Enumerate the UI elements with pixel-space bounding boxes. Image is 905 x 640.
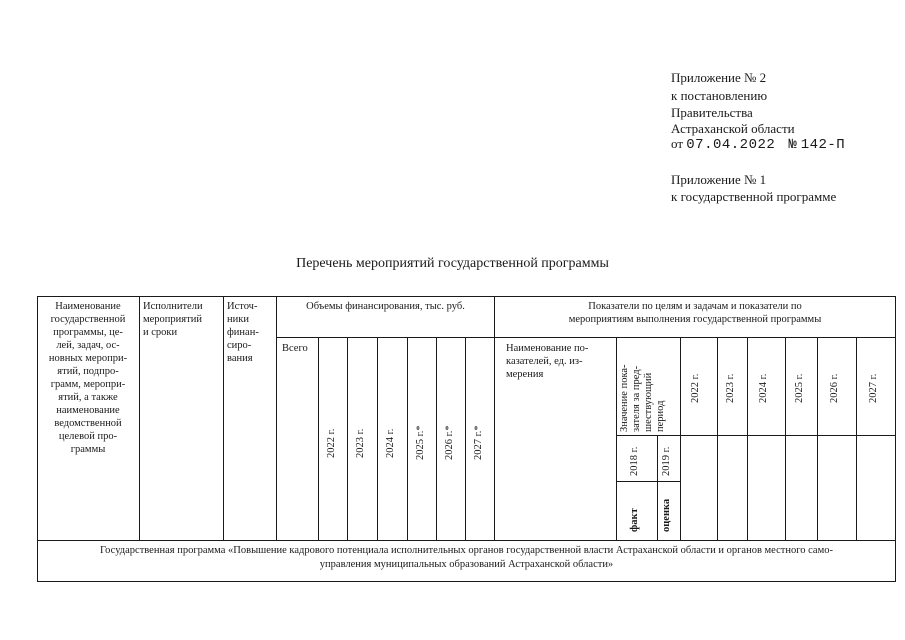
- indicator-year-2025: 2025 г.: [794, 373, 805, 403]
- indicator-year-2027: 2027 г.: [868, 373, 879, 403]
- indicator-year-2026: 2026 г.: [829, 373, 840, 403]
- header-number-sign: №: [788, 137, 798, 153]
- header-line-4: Астраханской области: [671, 121, 795, 136]
- financing-year-2026: 2026 г.*: [444, 425, 455, 460]
- header-number: 142-П: [800, 137, 846, 153]
- indicators-header: Показатели по целям и задачам и показатели по мероприятиям выполнения государственной программы: [568, 301, 822, 325]
- col-name-header: Наименование государственной программы, це- лей, задач, ос- новных меропри- ятий, подпро- грамм, меропри- ятий, а также наименование ведомственной целевой про- граммы: [48, 301, 128, 455]
- indicator-name-header: Наименование по- казателей, ед. из- мерения: [506, 343, 589, 380]
- financing-year-2023: 2023 г.: [355, 428, 366, 458]
- financing-header: Объемы финансирования, тыс. руб.: [306, 301, 465, 312]
- financing-total-label: Всего: [282, 343, 308, 354]
- financing-year-2025: 2025 г.*: [415, 425, 426, 460]
- financing-year-2022: 2022 г.: [326, 428, 337, 458]
- header-line-5: [671, 136, 845, 153]
- header-date-prefix: от: [671, 136, 684, 151]
- header-line-1: Приложение № 2: [671, 70, 767, 85]
- program-row: Государственная программа «Повышение кадрового потенциала исполнительных органов государственной власти Астраханской области и органов местного само- управления муниципальных образований Астраханской области»: [100, 545, 833, 570]
- prev-kind-fact: факт: [629, 508, 640, 532]
- sub-header-line-1: Приложение № 1: [671, 172, 767, 187]
- prev-year-2019: 2019 г.: [661, 446, 672, 476]
- page-title: Перечень мероприятий государственной программы: [296, 256, 609, 271]
- prev-period-header: Значение пока- зателя за пред- шествующий период: [619, 364, 666, 432]
- header-line-2: к постановлению: [671, 88, 768, 103]
- prev-year-2018: 2018 г.: [629, 446, 640, 476]
- financing-year-2024: 2024 г.: [385, 428, 396, 458]
- indicator-year-2023: 2023 г.: [725, 373, 736, 403]
- col-sources-header: Источ- ники финан- сиро- вания: [227, 301, 259, 364]
- sub-header-line-2: к государственной программе: [671, 189, 837, 204]
- indicator-year-2022: 2022 г.: [690, 373, 701, 403]
- col-executors-header: Исполнители мероприятий и сроки: [143, 301, 203, 338]
- header-line-3: Правительства: [671, 105, 753, 120]
- header-date: 07.04.2022: [686, 137, 776, 153]
- indicator-year-2024: 2024 г.: [758, 373, 769, 403]
- prev-kind-estimate: оценка: [661, 498, 672, 532]
- financing-year-2027: 2027 г.*: [473, 425, 484, 460]
